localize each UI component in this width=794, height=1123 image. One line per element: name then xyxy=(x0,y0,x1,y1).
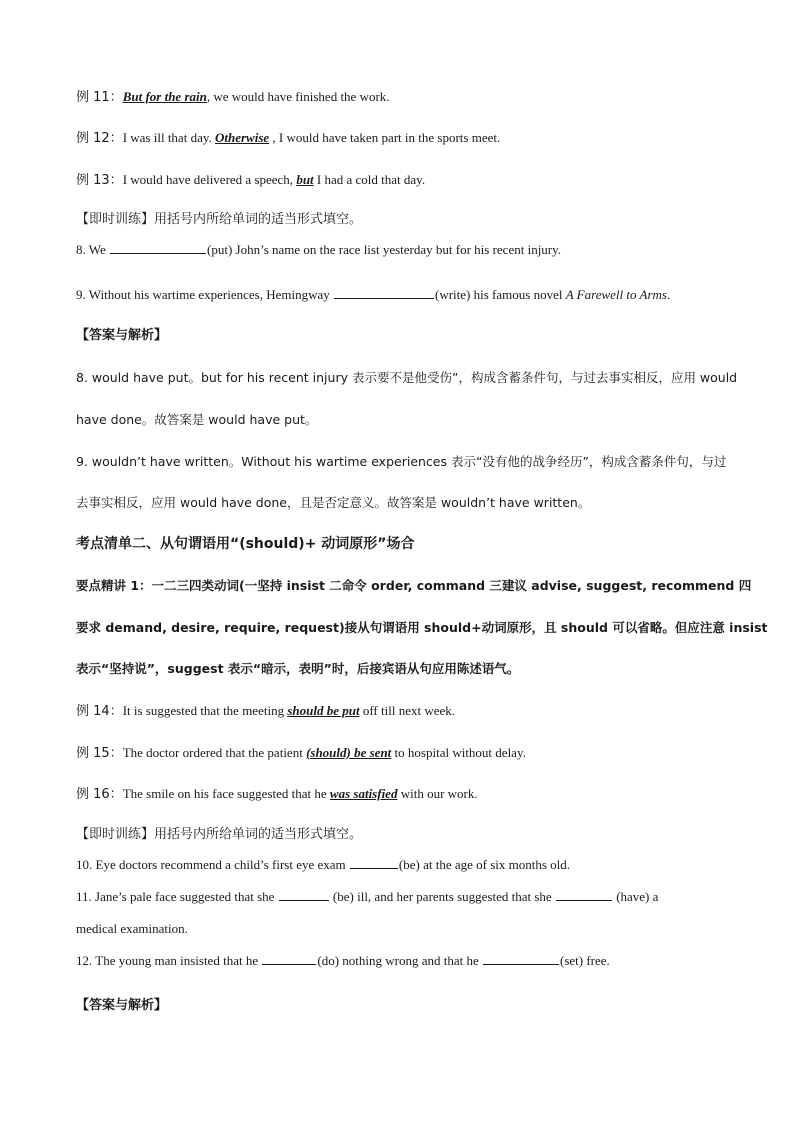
keypoint-line-1: 要点精讲 1：一二三四类动词(一坚持 insist 二命令 order, command 三建议 advise, suggest, recommend 四 xyxy=(76,578,752,593)
answer-blank[interactable] xyxy=(262,952,316,965)
novel-title: A Farewell to Arms xyxy=(565,287,667,302)
question-text: (do) nothing wrong and that he xyxy=(317,953,482,968)
example-label: 例 13： xyxy=(76,173,123,188)
question-text: (write) his famous novel xyxy=(435,287,566,302)
answer-blank[interactable] xyxy=(110,241,206,254)
question-text: 10. Eye doctors recommend a child’s first eye exam xyxy=(76,857,349,872)
example-label: 例 11： xyxy=(76,90,123,105)
example-label: 例 12： xyxy=(76,131,123,146)
example-15 xyxy=(76,744,526,763)
question-text: (be) at the age of six months old. xyxy=(398,857,571,872)
question-text: 8. We xyxy=(76,242,110,257)
answer-8-line-1: 8. would have put。but for his recent injury 表示要不是他受伤”，构成含蓄条件句，与过去事实相反，应用 would xyxy=(76,370,738,385)
question-text: (set) free. xyxy=(560,953,610,968)
example-label: 例 14： xyxy=(76,704,123,719)
example-label: 例 15： xyxy=(76,746,123,761)
example-answer: but xyxy=(296,172,314,187)
practice-heading: 【即时训练】用括号内所给单词的适当形式填空。 xyxy=(76,212,363,227)
example-11 xyxy=(76,88,390,107)
example-text: I had a cold that day. xyxy=(313,172,426,187)
question-text: (put) John’s name on the race list yesterday but for his recent injury. xyxy=(207,242,562,257)
answer-9-line-2: 去事实相反，应用 would have done，且是否定意义。故答案是 wouldn’t have written。 xyxy=(76,495,591,510)
example-16 xyxy=(76,785,478,804)
answer-blank[interactable] xyxy=(350,856,398,869)
question-8 xyxy=(76,241,561,259)
answer-blank[interactable] xyxy=(279,888,329,901)
example-text: It is suggested that the meeting xyxy=(122,703,288,718)
question-10 xyxy=(76,856,570,874)
question-text: 11. Jane’s pale face suggested that she xyxy=(76,889,278,904)
example-text: to hospital without delay. xyxy=(391,745,526,760)
example-text: I was ill that day. xyxy=(122,130,215,145)
answer-8-line-2: have done。故答案是 would have put。 xyxy=(76,412,318,427)
answer-blank[interactable] xyxy=(556,888,612,901)
keypoint-line-2: 要求 demand, desire, require, request)接从句谓语用 should+动词原形，且 should 可以省略。但应注意 insist xyxy=(76,620,768,635)
question-9 xyxy=(76,286,670,304)
answer-9-line-1: 9. wouldn’t have written。Without his wartime experiences 表示“没有他的战争经历”，构成含蓄条件句，与过 xyxy=(76,454,727,469)
answer-blank[interactable] xyxy=(334,286,434,299)
example-answer: should be put xyxy=(287,703,360,718)
example-text: off till next week. xyxy=(359,703,456,718)
example-14 xyxy=(76,702,455,721)
question-11 xyxy=(76,888,658,906)
section-heading: 考点清单二、从句谓语用“(should)+ 动词原形”场合 xyxy=(76,536,415,552)
question-text: . xyxy=(666,287,671,302)
question-12 xyxy=(76,952,610,970)
example-answer: was satisfied xyxy=(329,786,398,801)
example-answer: (should) be sent xyxy=(306,745,392,760)
question-text: (have) a xyxy=(612,889,659,904)
example-text: , we would have finished the work. xyxy=(206,89,390,104)
answers-heading: 【答案与解析】 xyxy=(76,328,168,343)
example-text: The smile on his face suggested that he xyxy=(122,786,330,801)
question-text: (be) ill, and her parents suggested that she xyxy=(329,889,555,904)
example-label: 例 16： xyxy=(76,787,123,802)
example-text: The doctor ordered that the patient xyxy=(122,745,307,760)
answer-blank[interactable] xyxy=(483,952,559,965)
question-text: 12. The young man insisted that he xyxy=(76,953,262,968)
example-text: I would have delivered a speech, xyxy=(122,172,297,187)
question-text: 9. Without his wartime experiences, Hemingway xyxy=(76,287,334,302)
example-answer: But for the rain xyxy=(122,89,207,104)
example-12 xyxy=(76,129,500,148)
keypoint-line-3: 表示“坚持说”，suggest 表示“暗示，表明”时，后接宾语从句应用陈述语气。 xyxy=(76,661,520,676)
example-text: , I would have taken part in the sports meet. xyxy=(269,130,501,145)
example-13 xyxy=(76,171,425,190)
answers-heading: 【答案与解析】 xyxy=(76,998,168,1013)
practice-heading: 【即时训练】用括号内所给单词的适当形式填空。 xyxy=(76,827,363,842)
example-text: with our work. xyxy=(397,786,478,801)
example-answer: Otherwise xyxy=(215,130,270,145)
question-11-line-2: medical examination. xyxy=(76,921,188,936)
